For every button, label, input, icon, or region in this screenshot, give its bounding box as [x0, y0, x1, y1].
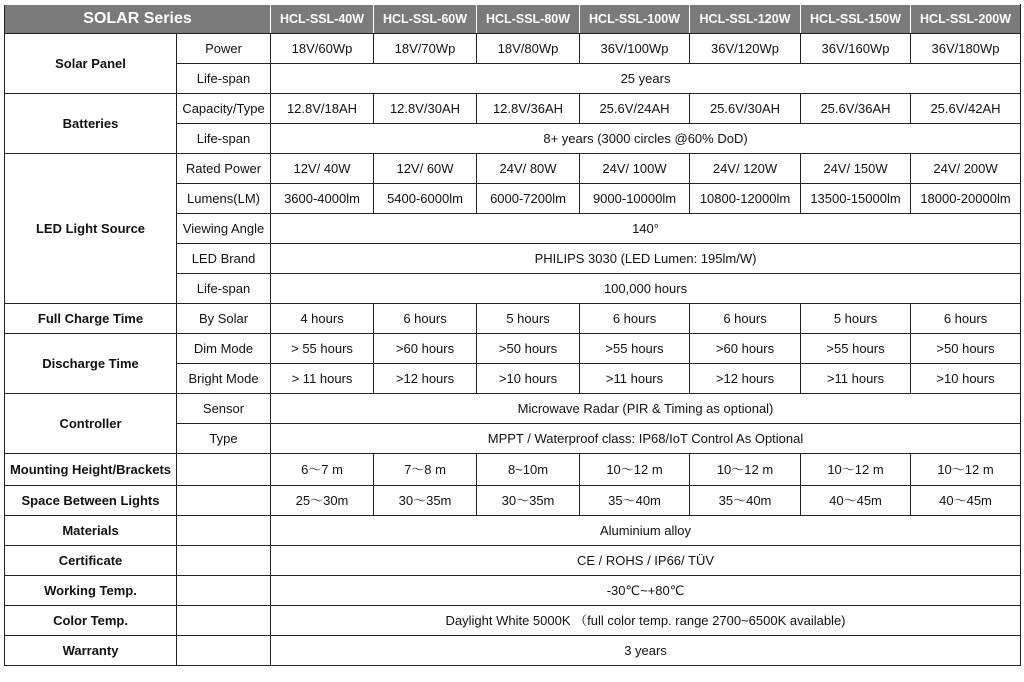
table-row: [5, 606, 1021, 636]
table-cell: 24V/ 150W: [801, 154, 911, 184]
table-row: [5, 34, 1021, 64]
table-row: [5, 486, 1021, 516]
model-header: HCL-SSL-80W: [477, 5, 580, 34]
table-cell: 8~10m: [477, 454, 580, 486]
row-label-type: Type: [177, 424, 271, 454]
table-cell: 24V/ 80W: [477, 154, 580, 184]
table-cell: >10 hours: [911, 364, 1021, 394]
table-cell: 25～30m: [271, 486, 374, 516]
row-label-bright-mode: Bright Mode: [177, 364, 271, 394]
table-cell: 8+ years (3000 circles @60% DoD): [271, 124, 1021, 154]
table-cell: 5 hours: [477, 304, 580, 334]
table-row: [5, 454, 1021, 486]
table-cell: 5400-6000lm: [374, 184, 477, 214]
table-cell: MPPT / Waterproof class: IP68/IoT Control As Optional: [271, 424, 1021, 454]
table-cell: 4 hours: [271, 304, 374, 334]
table-cell: 10～12 m: [911, 454, 1021, 486]
table-cell: >55 hours: [801, 334, 911, 364]
model-header: HCL-SSL-100W: [580, 5, 690, 34]
table-cell: >55 hours: [580, 334, 690, 364]
table-row: [5, 334, 1021, 364]
table-cell: 12V/ 60W: [374, 154, 477, 184]
table-cell: > 11 hours: [271, 364, 374, 394]
model-header: HCL-SSL-60W: [374, 5, 477, 34]
table-cell: 9000-10000lm: [580, 184, 690, 214]
empty-sub-cell: [177, 576, 271, 606]
table-cell: >60 hours: [690, 334, 801, 364]
table-cell: 12.8V/36AH: [477, 94, 580, 124]
table-cell: 5 hours: [801, 304, 911, 334]
table-row: [5, 576, 1021, 606]
table-cell: 6 hours: [374, 304, 477, 334]
table-cell: >50 hours: [477, 334, 580, 364]
table-cell: 12.8V/30AH: [374, 94, 477, 124]
table-cell: >60 hours: [374, 334, 477, 364]
table-cell: 30～35m: [477, 486, 580, 516]
table-cell: 40～45m: [911, 486, 1021, 516]
category-discharge-time: Discharge Time: [5, 334, 177, 394]
row-label-by-solar: By Solar: [177, 304, 271, 334]
table-cell: 25.6V/36AH: [801, 94, 911, 124]
table-cell: CE / ROHS / IP66/ TÜV: [271, 546, 1021, 576]
table-cell: Aluminium alloy: [271, 516, 1021, 546]
empty-sub-cell: [177, 454, 271, 486]
table-cell: 35～40m: [580, 486, 690, 516]
category-space-between-lights: Space Between Lights: [5, 486, 177, 516]
table-row: [5, 154, 1021, 184]
table-cell: 25.6V/30AH: [690, 94, 801, 124]
empty-sub-cell: [177, 546, 271, 576]
model-header: HCL-SSL-150W: [801, 5, 911, 34]
table-cell: > 55 hours: [271, 334, 374, 364]
row-label-lifespan: Life-span: [177, 124, 271, 154]
table-cell: 6 hours: [690, 304, 801, 334]
category-working-temp: Working Temp.: [5, 576, 177, 606]
table-cell: 18V/60Wp: [271, 34, 374, 64]
category-led-light-source: LED Light Source: [5, 154, 177, 304]
header-row: [5, 5, 1021, 34]
table-cell: 13500-15000lm: [801, 184, 911, 214]
model-header: HCL-SSL-40W: [271, 5, 374, 34]
category-controller: Controller: [5, 394, 177, 454]
table-cell: 6～7 m: [271, 454, 374, 486]
table-cell: 24V/ 100W: [580, 154, 690, 184]
row-label-dim-mode: Dim Mode: [177, 334, 271, 364]
spec-sheet: [4, 4, 1021, 666]
table-cell: >10 hours: [477, 364, 580, 394]
category-warranty: Warranty: [5, 636, 177, 666]
empty-sub-cell: [177, 636, 271, 666]
table-cell: 24V/ 120W: [690, 154, 801, 184]
category-batteries: Batteries: [5, 94, 177, 154]
table-cell: >11 hours: [580, 364, 690, 394]
table-cell: 7～8 m: [374, 454, 477, 486]
table-cell: 25.6V/42AH: [911, 94, 1021, 124]
table-cell: 6000-7200lm: [477, 184, 580, 214]
table-row: [5, 546, 1021, 576]
category-materials: Materials: [5, 516, 177, 546]
category-mounting-height: Mounting Height/Brackets: [5, 454, 177, 486]
table-cell: 140°: [271, 214, 1021, 244]
table-cell: 18V/70Wp: [374, 34, 477, 64]
table-cell: 35～40m: [690, 486, 801, 516]
table-row: [5, 94, 1021, 124]
table-cell: 30～35m: [374, 486, 477, 516]
table-cell: 10～12 m: [580, 454, 690, 486]
table-cell: 6 hours: [580, 304, 690, 334]
row-label-viewing-angle: Viewing Angle: [177, 214, 271, 244]
table-cell: 40～45m: [801, 486, 911, 516]
table-cell: 18V/80Wp: [477, 34, 580, 64]
table-cell: 12V/ 40W: [271, 154, 374, 184]
table-row: [5, 394, 1021, 424]
table-cell: 36V/160Wp: [801, 34, 911, 64]
table-cell: 3600-4000lm: [271, 184, 374, 214]
table-row: [5, 636, 1021, 666]
table-cell: 36V/180Wp: [911, 34, 1021, 64]
row-label-led-brand: LED Brand: [177, 244, 271, 274]
row-label-sensor: Sensor: [177, 394, 271, 424]
category-certificate: Certificate: [5, 546, 177, 576]
table-cell: >12 hours: [374, 364, 477, 394]
series-title: SOLAR Series: [5, 5, 271, 34]
table-cell: >11 hours: [801, 364, 911, 394]
model-header: HCL-SSL-120W: [690, 5, 801, 34]
table-cell: Daylight White 5000K （full color temp. range 2700~6500K available): [271, 606, 1021, 636]
model-header: HCL-SSL-200W: [911, 5, 1021, 34]
table-cell: 24V/ 200W: [911, 154, 1021, 184]
table-cell: 10800-12000lm: [690, 184, 801, 214]
row-label-lumens: Lumens(LM): [177, 184, 271, 214]
category-full-charge-time: Full Charge Time: [5, 304, 177, 334]
table-cell: >50 hours: [911, 334, 1021, 364]
table-cell: 18000-20000lm: [911, 184, 1021, 214]
table-cell: 3 years: [271, 636, 1021, 666]
table-cell: 100,000 hours: [271, 274, 1021, 304]
table-cell: 10～12 m: [690, 454, 801, 486]
spec-table: [4, 4, 1021, 666]
row-label-lifespan: Life-span: [177, 274, 271, 304]
table-cell: PHILIPS 3030 (LED Lumen: 195lm/W): [271, 244, 1021, 274]
table-cell: 10～12 m: [801, 454, 911, 486]
table-row: [5, 304, 1021, 334]
row-label-power: Power: [177, 34, 271, 64]
table-cell: Microwave Radar (PIR & Timing as optional): [271, 394, 1021, 424]
empty-sub-cell: [177, 606, 271, 636]
table-cell: 12.8V/18AH: [271, 94, 374, 124]
row-label-lifespan: Life-span: [177, 64, 271, 94]
table-row: [5, 516, 1021, 546]
row-label-capacity: Capacity/Type: [177, 94, 271, 124]
table-cell: 36V/120Wp: [690, 34, 801, 64]
table-cell: 36V/100Wp: [580, 34, 690, 64]
table-cell: 25.6V/24AH: [580, 94, 690, 124]
table-cell: 6 hours: [911, 304, 1021, 334]
empty-sub-cell: [177, 516, 271, 546]
category-color-temp: Color Temp.: [5, 606, 177, 636]
table-cell: -30℃~+80℃: [271, 576, 1021, 606]
empty-sub-cell: [177, 486, 271, 516]
category-solar-panel: Solar Panel: [5, 34, 177, 94]
row-label-rated-power: Rated Power: [177, 154, 271, 184]
table-cell: 25 years: [271, 64, 1021, 94]
table-cell: >12 hours: [690, 364, 801, 394]
